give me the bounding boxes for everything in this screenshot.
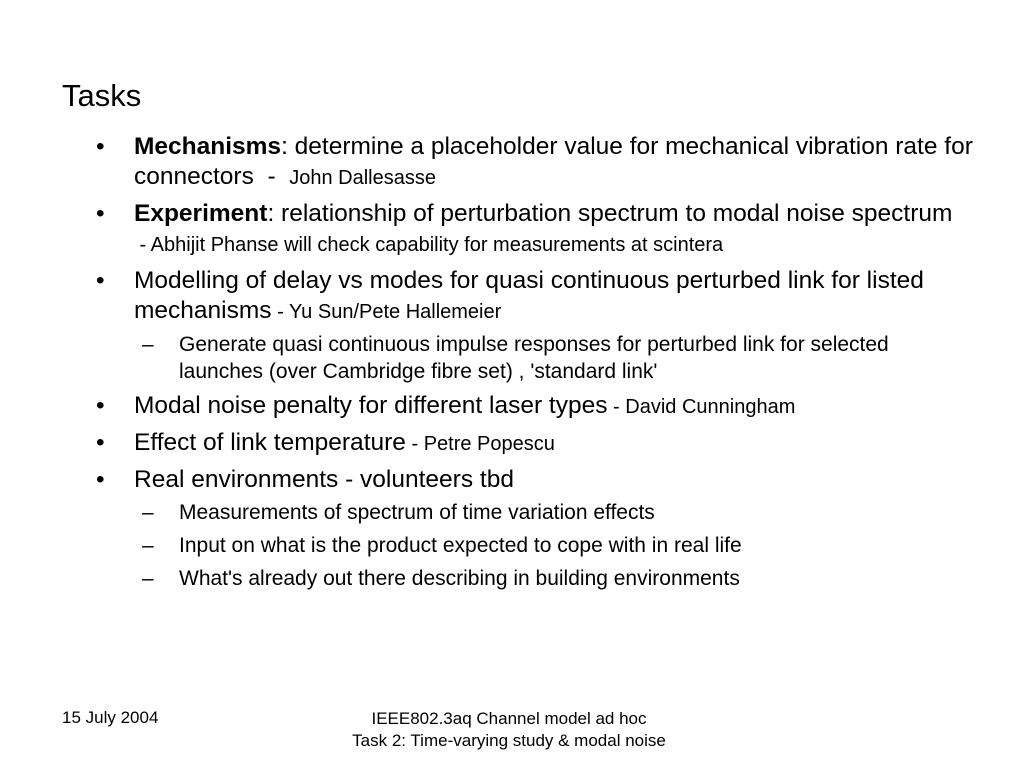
bullet-marker: • (96, 200, 105, 227)
sub-bullet-marker: – (142, 567, 154, 590)
bullet-owner: Petre Popescu (423, 433, 555, 455)
bullet-marker: • (96, 133, 105, 160)
bullet-item-experiment (96, 199, 976, 260)
sub-bullet-item (95, 532, 976, 559)
bullet-separator: - (271, 301, 289, 323)
sub-bullet-item (95, 331, 976, 385)
bullet-text: : determine a placeholder value for mechanical vibration rate for connectors (134, 133, 973, 190)
bullet-marker: • (96, 392, 105, 419)
bullet-separator: - (134, 234, 151, 256)
footer-line-2: Task 2: Time-varying study & modal noise (352, 731, 666, 750)
sub-bullet-text: Measurements of spectrum of time variation effects (179, 501, 655, 524)
bullet-bold-label: Experiment (134, 200, 268, 227)
bullet-item-real-environments (96, 465, 976, 495)
bullet-text: Modal noise penalty for different laser types (134, 392, 608, 419)
sub-bullet-item (95, 565, 976, 592)
bullet-text: Effect of link temperature (134, 429, 406, 456)
sub-bullet-text: What's already out there describing in building environments (179, 567, 740, 590)
bullet-text: : relationship of perturbation spectrum to modal noise spectrum (267, 200, 953, 227)
bullet-owner: John Dallesasse (289, 167, 436, 189)
sub-bullet-item (95, 499, 976, 526)
bullet-bold-label: Mechanisms (134, 133, 282, 160)
bullet-owner: Yu Sun/Pete Hallemeier (288, 301, 502, 323)
bullet-item-modelling (96, 266, 976, 327)
sub-bullet-marker: – (142, 501, 154, 524)
bullet-marker: • (96, 466, 105, 493)
slide-title: Tasks (62, 78, 142, 113)
bullet-item-mechanisms (96, 132, 976, 193)
bullet-text: Modelling of delay vs modes for quasi continuous perturbed link for listed mechanisms (134, 267, 924, 324)
footer-title (300, 708, 718, 752)
bullet-list (96, 132, 976, 600)
sub-bullet-text: Input on what is the product expected to cope with in real life (179, 534, 742, 557)
bullet-item-modal-noise (96, 391, 976, 422)
bullet-separator: - (253, 163, 290, 190)
bullet-text: Real environments - volunteers tbd (134, 466, 514, 493)
bullet-owner: David Cunningham (625, 396, 796, 418)
footer-line-1: IEEE802.3aq Channel model ad hoc (371, 709, 647, 728)
bullet-item-link-temperature (96, 428, 976, 459)
bullet-separator: - (607, 396, 626, 418)
bullet-marker: • (96, 429, 105, 456)
sub-bullet-text: Generate quasi continuous impulse responses for perturbed link for selected launches (over Cambridge fibre set) , 'standard link' (179, 333, 889, 383)
bullet-owner: Abhijit Phanse will check capability for measurements at scintera (150, 234, 724, 256)
sub-bullet-marker: – (142, 333, 154, 356)
bullet-marker: • (96, 267, 105, 294)
footer-date: 15 July 2004 (62, 708, 159, 727)
bullet-separator: - (405, 433, 424, 455)
sub-bullet-marker: – (142, 534, 154, 557)
